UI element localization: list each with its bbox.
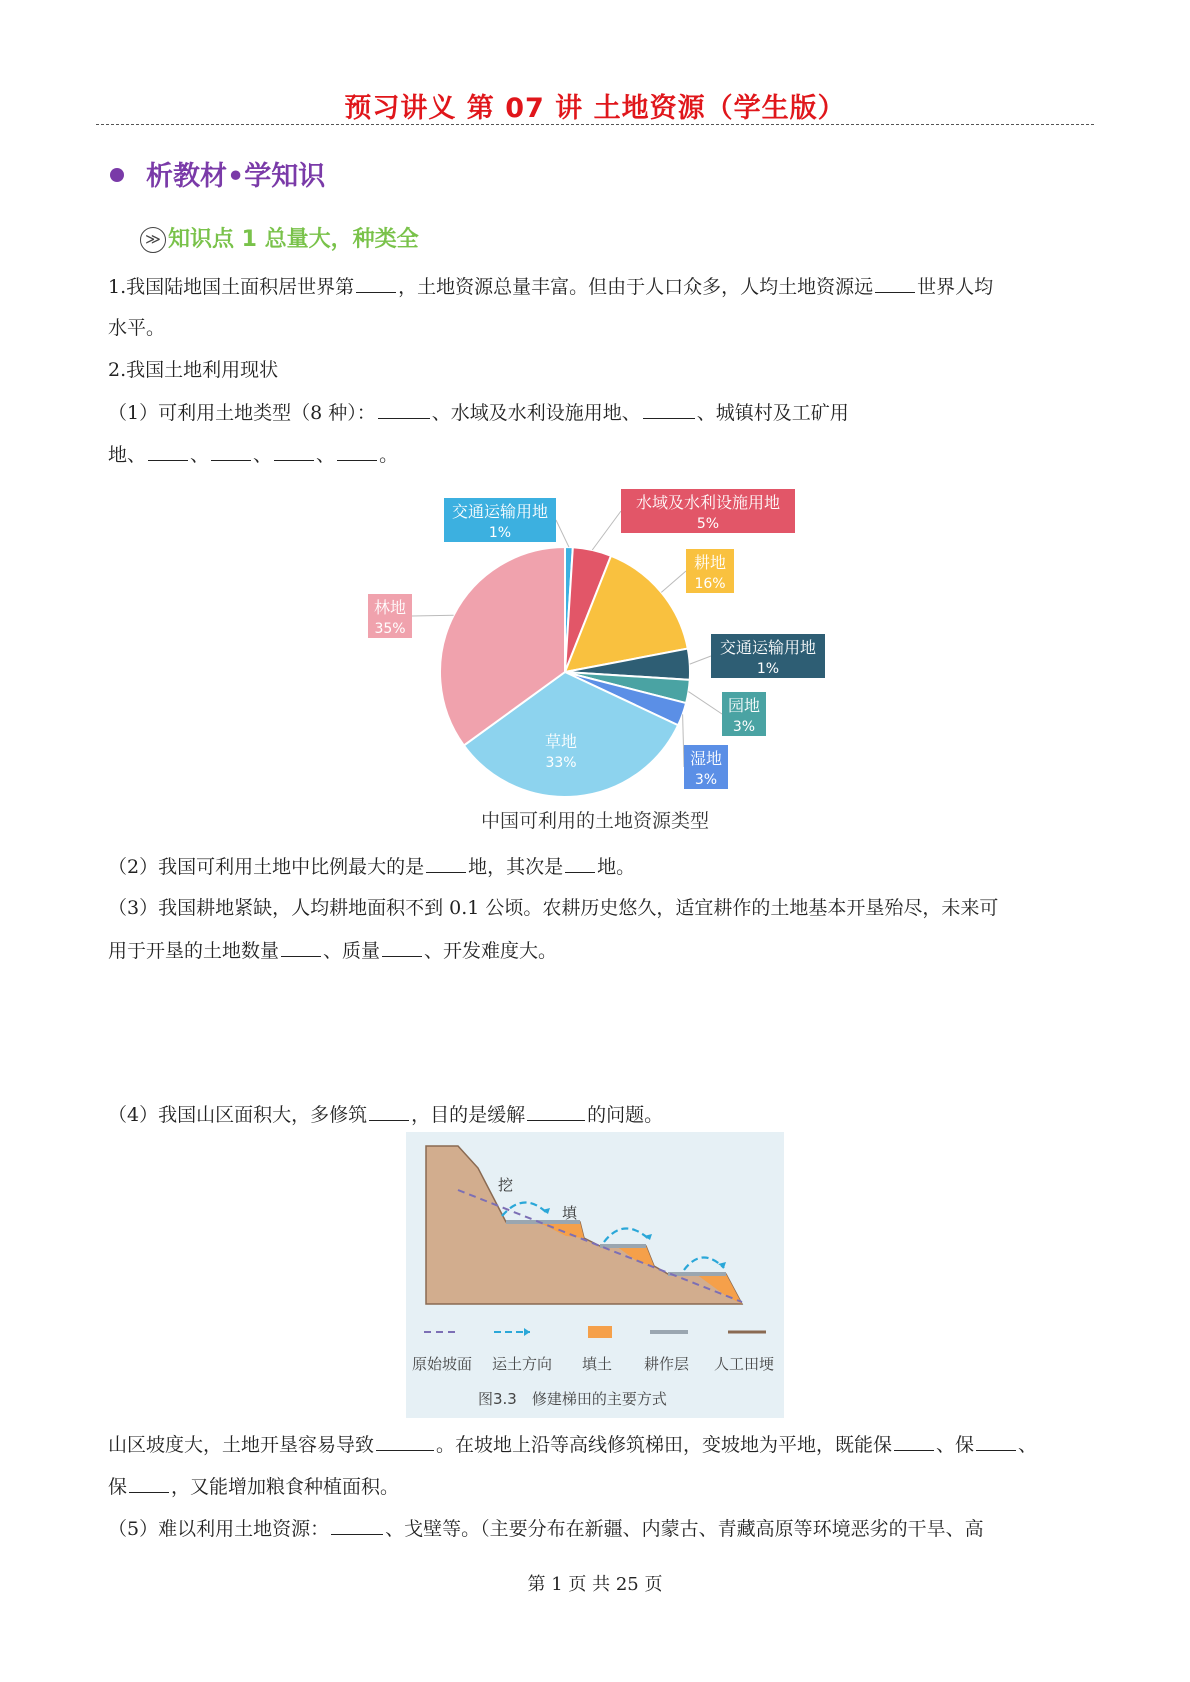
terrace-figure (406, 1132, 784, 1418)
slice-percent: 35% (374, 621, 406, 637)
leader-line (688, 692, 722, 714)
slice-percent: 33% (545, 755, 577, 771)
page-number: 第 1 页 共 25 页 (527, 1574, 663, 1595)
chart-title: 中国可利用的土地资源类型 (480, 810, 709, 832)
para-1-line-2: 水平。 (108, 317, 166, 339)
para-7-line-2: 保 ，又能增加粮食种植面积。 (108, 1476, 400, 1498)
double-arrow-icon: ≫ (140, 227, 166, 253)
para-1-line-1: 1.我国陆地国土面积居世界第 ，土地资源总量丰富。但由于人口众多，人均土地资源远 世界人均 (108, 276, 994, 298)
legend-label: 填土 (582, 1355, 613, 1373)
leader-line (592, 511, 621, 550)
blank[interactable] (426, 854, 466, 873)
para-5-line-2: 用于开垦的土地数量 、质量 、开发难度大。 (108, 940, 558, 962)
section-title: 析教材•学知识 (146, 161, 326, 192)
blank[interactable] (527, 1102, 585, 1121)
legend-label: 耕作层 (644, 1355, 690, 1373)
slice-label: 交通运输用地 (451, 502, 549, 521)
slice-percent: 16% (694, 576, 726, 592)
knowledge-point-title: 知识点 1 总量大，种类全 (168, 227, 419, 252)
slice-label: 园地 (727, 696, 761, 715)
legend-label: 原始坡面 (412, 1355, 473, 1373)
legend-swatch-fill (588, 1326, 612, 1338)
slice-percent: 1% (488, 525, 512, 541)
leader-line (683, 714, 684, 767)
blank[interactable] (376, 1432, 434, 1451)
leader-line (661, 571, 686, 592)
para-7-line-1: 山区坡度大，土地开垦容易导致 。在坡地上沿等高线修筑梯田，变坡地为平地，既能保 、保 、 (108, 1434, 1038, 1456)
blank[interactable] (976, 1432, 1016, 1451)
figure-caption: 图3.3 修建梯田的主要方式 (478, 1390, 667, 1408)
slice-label: 水域及水利设施用地 (635, 493, 781, 512)
para-5-line-1: （3）我国耕地紧缺，人均耕地面积不到 0.1 公顷。农耕历史悠久，适宜耕作的土地基本开垦殆尽，未来可 (108, 897, 999, 919)
dig-label: 挖 (498, 1176, 514, 1194)
para-3-line-1: （1）可利用土地类型（8 种）： 、水域及水利设施用地、 、城镇村及工矿用 (108, 402, 849, 424)
para-8: （5）难以利用土地资源： 、戈壁等。（主要分布在新疆、内蒙古、青藏高原等环境恶劣的干旱、高 (108, 1518, 984, 1540)
slice-label: 湿地 (689, 749, 723, 768)
leader-line (412, 615, 454, 616)
para-2: 2.我国土地利用现状 (108, 359, 279, 381)
leader-line (556, 520, 569, 547)
slice-percent: 3% (694, 772, 718, 788)
blank[interactable] (565, 854, 595, 873)
para-3-line-2: 地、 、 、 、 。 (108, 444, 399, 466)
fill-label: 填 (562, 1204, 578, 1222)
slice-label: 交通运输用地 (719, 638, 817, 657)
slice-percent: 1% (756, 661, 780, 677)
blank[interactable] (382, 938, 422, 957)
slice-label: 耕地 (693, 553, 727, 572)
blank[interactable] (894, 1432, 934, 1451)
legend-label: 运土方向 (492, 1355, 553, 1373)
legend-label: 人工田埂 (714, 1355, 775, 1373)
leader-line (690, 656, 711, 664)
blank[interactable] (331, 1516, 383, 1535)
page-title: 预习讲义 第 07 讲 土地资源（学生版） (344, 93, 846, 124)
slice-label: 草地 (544, 732, 578, 751)
slice-percent: 3% (732, 719, 756, 735)
slice-percent: 5% (696, 516, 720, 532)
para-4: （2）我国可利用土地中比例最大的是 地，其次是 地。 (108, 856, 636, 878)
blank[interactable] (281, 938, 321, 957)
blank[interactable] (129, 1474, 169, 1493)
slice-label: 林地 (373, 598, 407, 617)
blank[interactable] (369, 1102, 409, 1121)
para-6: （4）我国山区面积大，多修筑 ，目的是缓解 的问题。 (108, 1104, 664, 1126)
